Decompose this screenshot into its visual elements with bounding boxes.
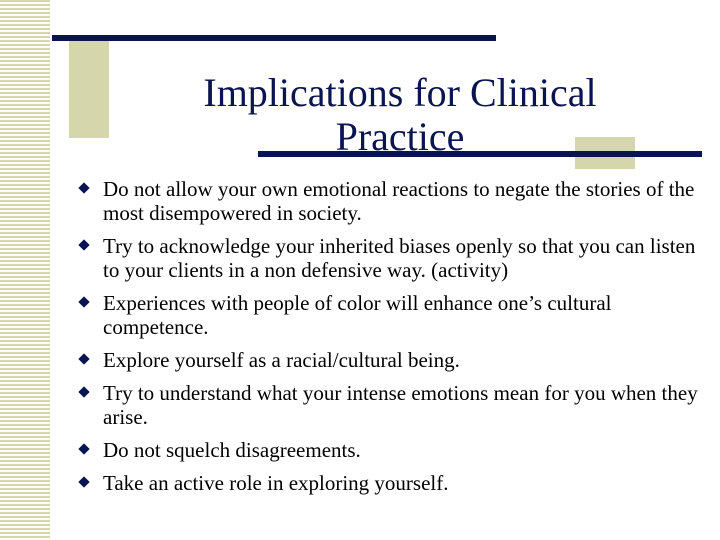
bullet-item xyxy=(78,177,708,225)
diamond-bullet-icon xyxy=(78,386,89,397)
diamond-bullet-icon xyxy=(78,239,89,250)
decorative-block-top xyxy=(69,38,109,138)
slide-title: Implications for Clinical Practice xyxy=(203,69,597,159)
diamond-bullet-icon xyxy=(78,182,89,193)
diamond-bullet-icon xyxy=(78,296,89,307)
bullet-text: Try to understand what your intense emotions mean for you when they arise. xyxy=(103,381,698,429)
bullet-item xyxy=(78,471,708,495)
bullet-list xyxy=(78,177,708,504)
bullet-text: Try to acknowledge your inherited biases openly so that you can listen to your clients in a non defensive way. (activity) xyxy=(103,234,696,282)
bullet-text: Experiences with people of color will enhance one’s cultural competence. xyxy=(103,291,612,339)
bullet-item xyxy=(78,234,708,282)
diamond-bullet-icon xyxy=(78,443,89,454)
decorative-stripes xyxy=(0,0,50,540)
title-rule-top xyxy=(52,35,496,41)
bullet-item xyxy=(78,348,708,372)
bullet-item xyxy=(78,291,708,339)
diamond-bullet-icon xyxy=(78,353,89,364)
diamond-bullet-icon xyxy=(78,476,89,487)
bullet-text: Do not squelch disagreements. xyxy=(103,438,361,462)
bullet-item xyxy=(78,381,708,429)
bullet-text: Explore yourself as a racial/cultural being. xyxy=(103,348,460,372)
bullet-item xyxy=(78,438,708,462)
bullet-text: Do not allow your own emotional reactions to negate the stories of the most disempowered in society. xyxy=(103,177,695,225)
bullet-text: Take an active role in exploring yourself. xyxy=(103,471,449,495)
